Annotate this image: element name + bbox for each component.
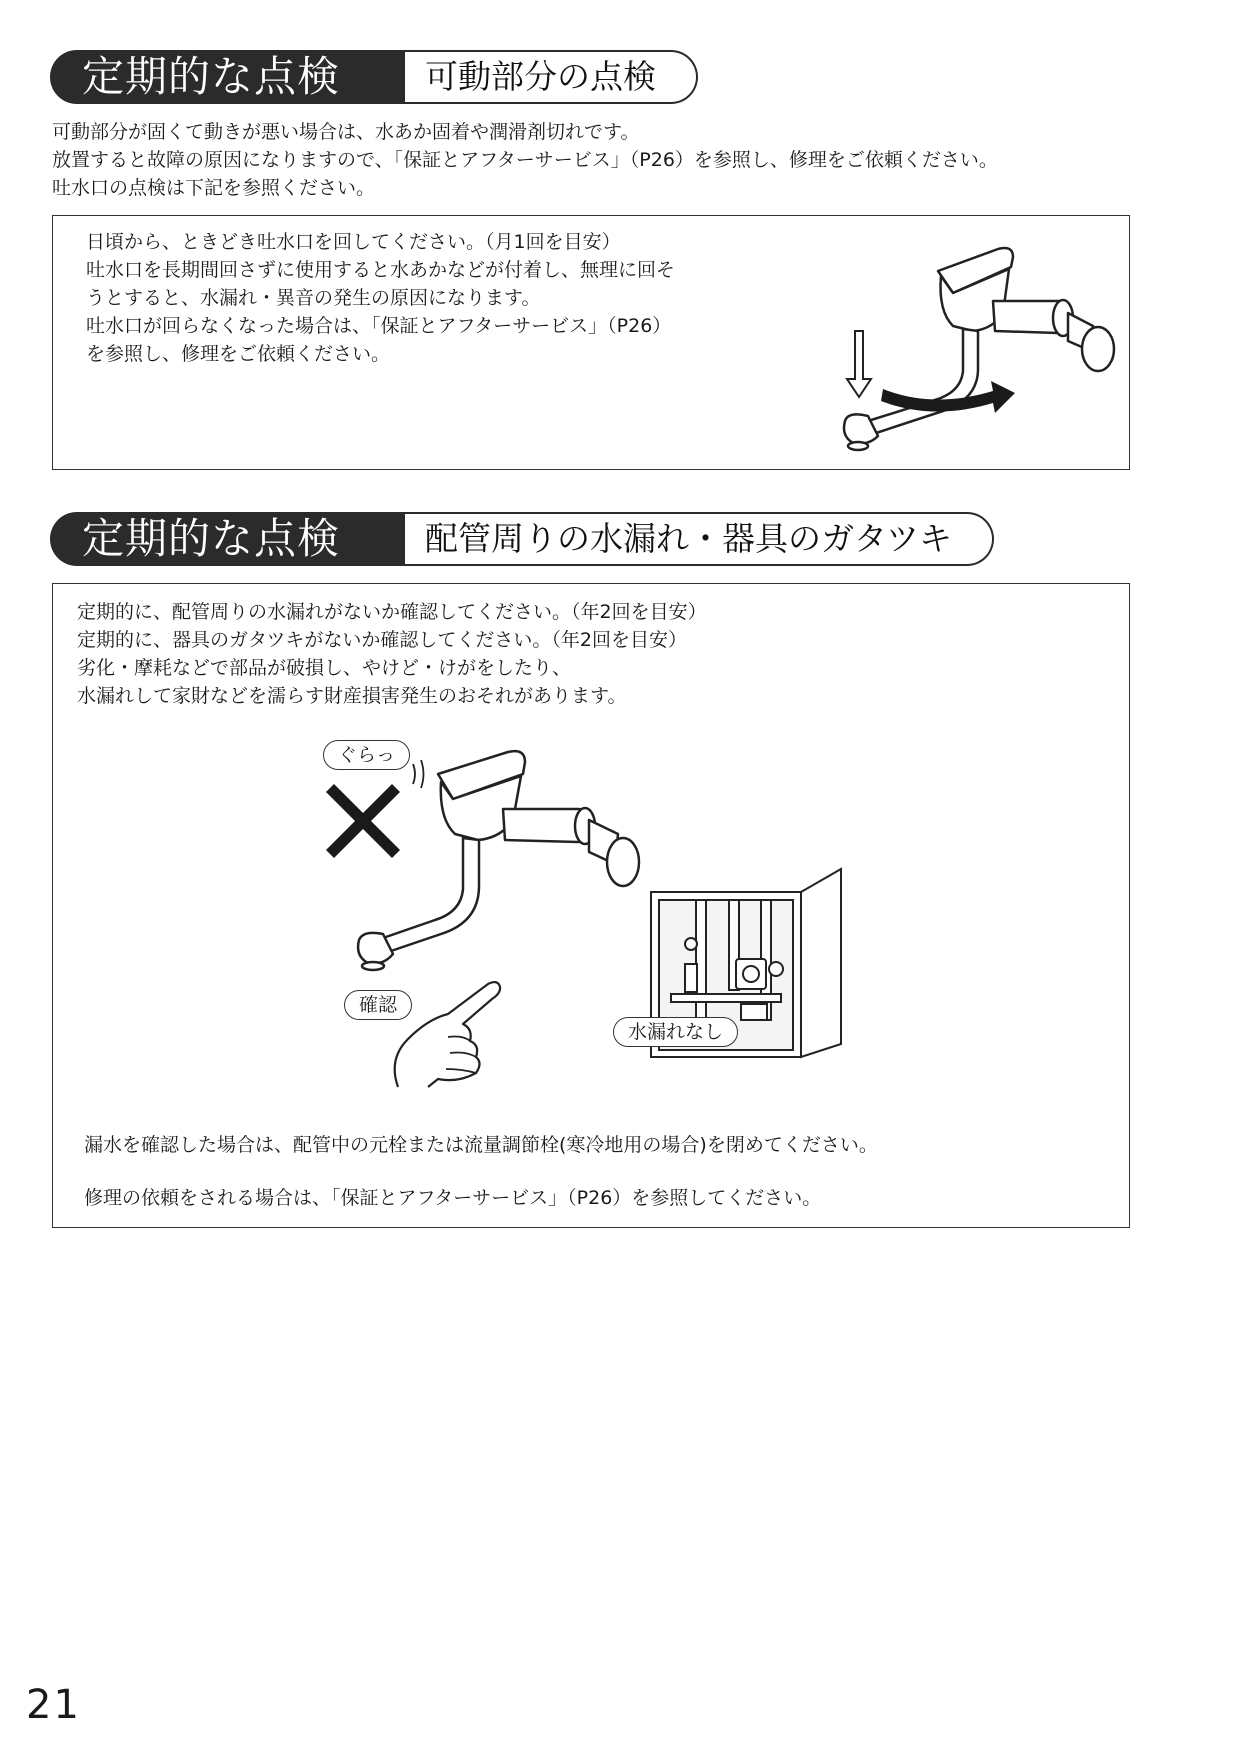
box-line: を参照し、修理をご依頼ください。 — [86, 343, 391, 365]
section-header-movable — [50, 50, 1050, 104]
intro-line: 放置すると故障の原因になりますので、「保証とアフターサービス」（P26）を参照し、修理をご依頼ください。 — [52, 149, 998, 171]
spout-check-text — [86, 228, 806, 368]
box-line: 劣化・摩耗などで部品が破損し、やけど・けがをしたり、 — [77, 657, 572, 679]
box-line: 吐水口を長期間回さずに使用すると水あかなどが付着し、無理に回そ — [86, 259, 676, 281]
repair-request-note: 修理の依頼をされる場合は、「保証とアフターサービス」（P26）を参照してください。 — [84, 1187, 822, 1209]
section-header-piping — [50, 512, 1050, 566]
box-line: 定期的に、器具のガタツキがないか確認してください。（年2回を目安） — [77, 629, 688, 651]
piping-check-text — [77, 598, 977, 710]
faucet-illustration-icon — [823, 231, 1123, 461]
rotate-arrow-icon — [847, 331, 1015, 413]
piping-check-box — [52, 583, 1130, 1228]
leak-action-note: 漏水を確認した場合は、配管中の元栓または流量調節栓(寒冷地用の場合)を閉めてください。 — [84, 1134, 878, 1156]
spout-check-box — [52, 215, 1130, 470]
section-title-main: 定期的な点検 — [50, 512, 405, 566]
intro-line: 可動部分が固くて動きが悪い場合は、水あか固着や潤滑剤切れです。 — [52, 121, 640, 143]
wobble-callout: ぐらっ — [323, 740, 410, 770]
intro-line: 吐水口の点検は下記を参照ください。 — [52, 177, 376, 199]
faucet-illustration-icon — [353, 734, 683, 984]
box-line: 定期的に、配管周りの水漏れがないか確認してください。（年2回を目安） — [77, 601, 707, 623]
no-leak-callout: 水漏れなし — [613, 1017, 738, 1047]
section-title-sub: 配管周りの水漏れ・器具のガタツキ — [405, 512, 994, 566]
section-title-sub: 可動部分の点検 — [405, 50, 698, 104]
box-line: 吐水口が回らなくなった場合は、「保証とアフターサービス」（P26） — [86, 315, 672, 337]
pointing-hand-icon — [388, 979, 508, 1089]
box-line: 水漏れして家財などを濡らす財産損害発生のおそれがあります。 — [77, 685, 627, 707]
box-line: 日頃から、ときどき吐水口を回してください。（月1回を目安） — [86, 231, 621, 253]
intro-text — [52, 118, 1202, 202]
check-callout: 確認 — [344, 990, 412, 1020]
section-title-main: 定期的な点検 — [50, 50, 405, 104]
page-number: 21 — [26, 1682, 81, 1728]
box-line: うとすると、水漏れ・異音の発生の原因になります。 — [86, 287, 541, 309]
